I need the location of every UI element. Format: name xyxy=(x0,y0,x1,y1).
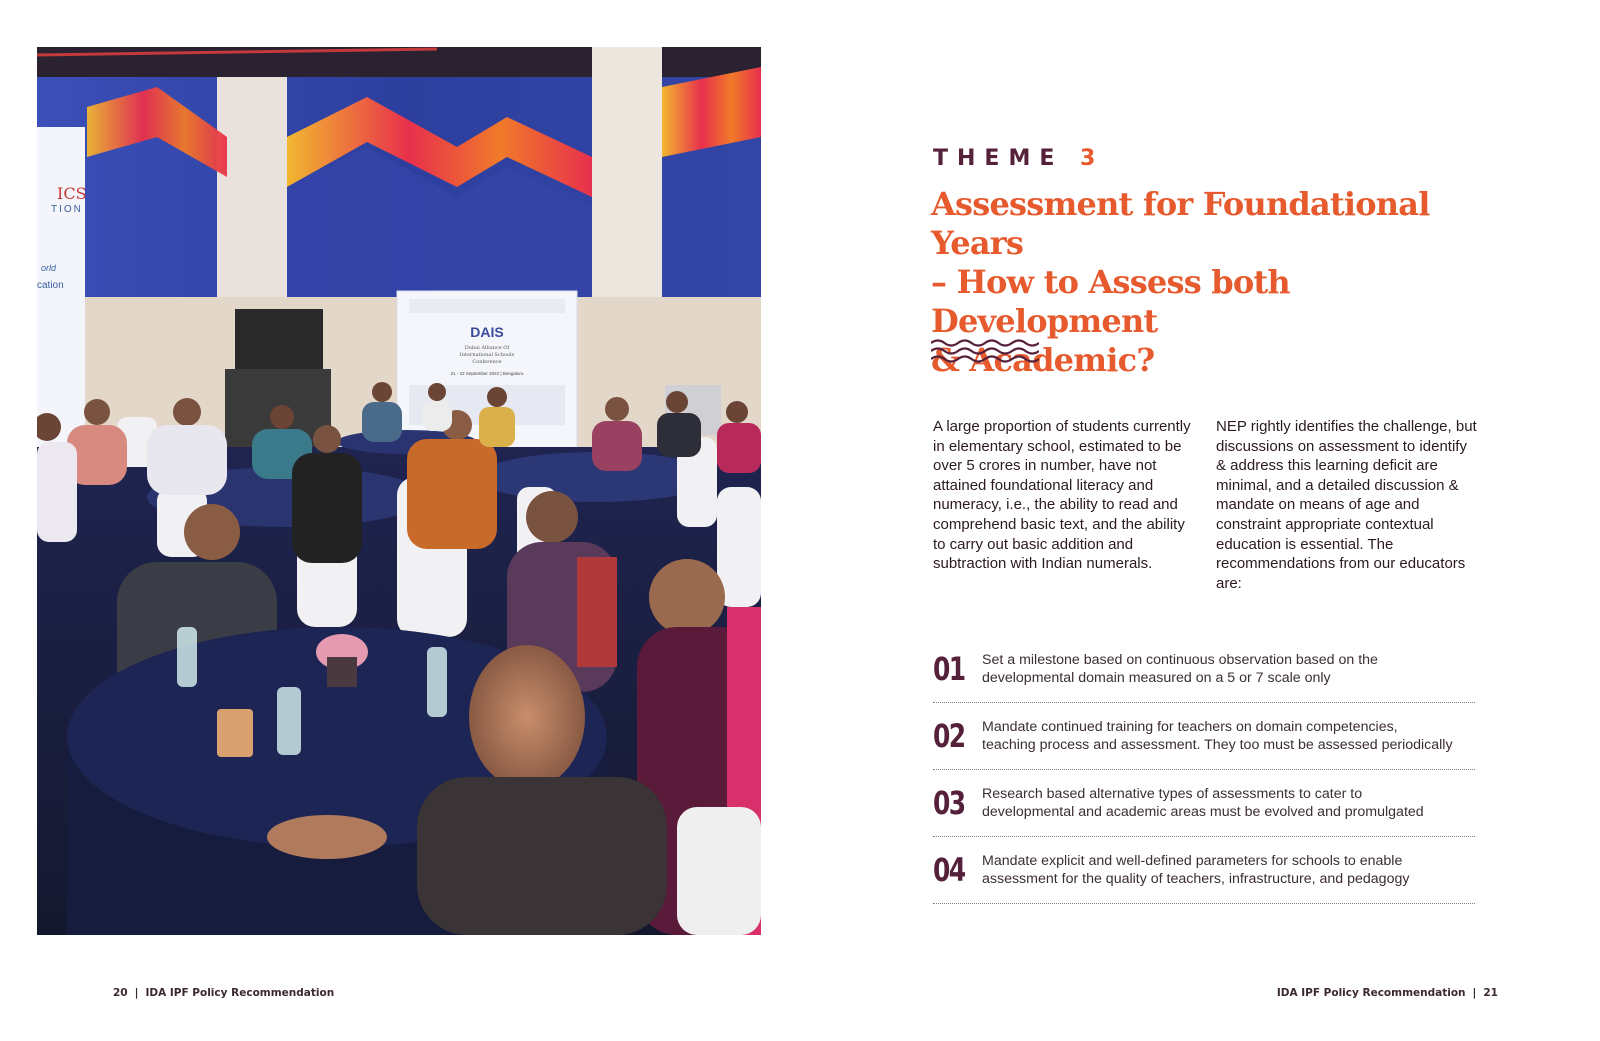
recommendation-text xyxy=(982,852,1477,889)
recommendation-item xyxy=(933,778,1475,837)
recommendation-line-2: developmental and academic areas must be evolved and promulgated xyxy=(982,804,1424,821)
recommendation-number: 04 xyxy=(933,851,965,889)
footer-separator: | xyxy=(1472,987,1477,999)
dais-banner-subtitle-3: Conference xyxy=(472,359,502,365)
dais-banner-title: DAIS xyxy=(470,324,504,340)
intro-paragraph-left: A large proportion of students currently in elementary school, estimated to be over 5 crores in number, have not attained foundational literacy and numeracy, i.e., the ability to read and comprehend basic text, and the ability to carry out basic addition and subtraction with Indian numerals. xyxy=(933,418,1191,573)
recommendation-line-1: Set a milestone based on continuous observation based on the xyxy=(982,652,1378,668)
page-number-left: 20 xyxy=(113,987,128,999)
recommendation-number: 02 xyxy=(933,717,965,755)
recommendation-line-2: developmental domain measured on a 5 or 7 scale only xyxy=(982,670,1331,687)
recommendation-item xyxy=(933,711,1475,770)
title-line-1: Assessment for Foundational Years xyxy=(931,185,1430,262)
side-banner-line2: TION xyxy=(51,204,83,215)
wave-divider-icon xyxy=(931,338,1039,368)
recommendation-text xyxy=(982,785,1477,822)
footer-left xyxy=(113,987,334,999)
recommendations-list xyxy=(933,644,1475,912)
theme-word: THEME xyxy=(933,146,1064,171)
recommendation-item xyxy=(933,845,1475,904)
page-number-right: 21 xyxy=(1483,987,1498,999)
recommendation-item xyxy=(933,644,1475,703)
footer-separator: | xyxy=(134,987,139,999)
recommendation-text xyxy=(982,718,1477,755)
recommendation-line-1: Mandate explicit and well-defined parameters for schools to enable xyxy=(982,853,1403,869)
title-line-3: & Academic? xyxy=(931,341,1155,379)
dais-banner-subtitle-1: Dubai Alliance Of xyxy=(464,345,510,351)
side-banner-line3: orld xyxy=(41,263,57,273)
footer-right xyxy=(1277,987,1498,999)
theme-label xyxy=(933,146,1104,171)
footer-title-right: IDA IPF Policy Recommendation xyxy=(1276,987,1466,999)
side-banner-line1: ICS xyxy=(57,184,87,203)
recommendation-number: 03 xyxy=(933,784,965,822)
conference-photo xyxy=(37,47,761,935)
dais-banner-subtitle-2: International Schools xyxy=(459,352,515,358)
recommendation-line-2: teaching process and assessment. They too must be assessed periodically xyxy=(982,737,1453,754)
recommendation-line-1: Research based alternative types of assessments to cater to xyxy=(982,786,1363,802)
recommendation-number: 01 xyxy=(933,650,965,688)
recommendation-text xyxy=(982,651,1477,688)
recommendation-line-2: assessment for the quality of teachers, infrastructure, and pedagogy xyxy=(982,871,1410,888)
dais-banner-date: 21 - 22 September 2022 | Bengaluru xyxy=(450,371,524,376)
intro-paragraph-right: NEP rightly identifies the challenge, but discussions on assessment to identify & address this learning deficit are minimal, and a detailed discussion & mandate on means of age and constraint appropriate contextual education is essential. The recommendations from our educators are: xyxy=(1216,418,1477,592)
title-line-2: – How to Assess both Development xyxy=(931,263,1290,340)
recommendation-line-1: Mandate continued training for teachers on domain competencies, xyxy=(982,719,1398,735)
theme-number: 3 xyxy=(1080,146,1105,171)
side-banner-line4: cation xyxy=(37,280,64,291)
footer-title-left: IDA IPF Policy Recommendation xyxy=(145,987,335,999)
